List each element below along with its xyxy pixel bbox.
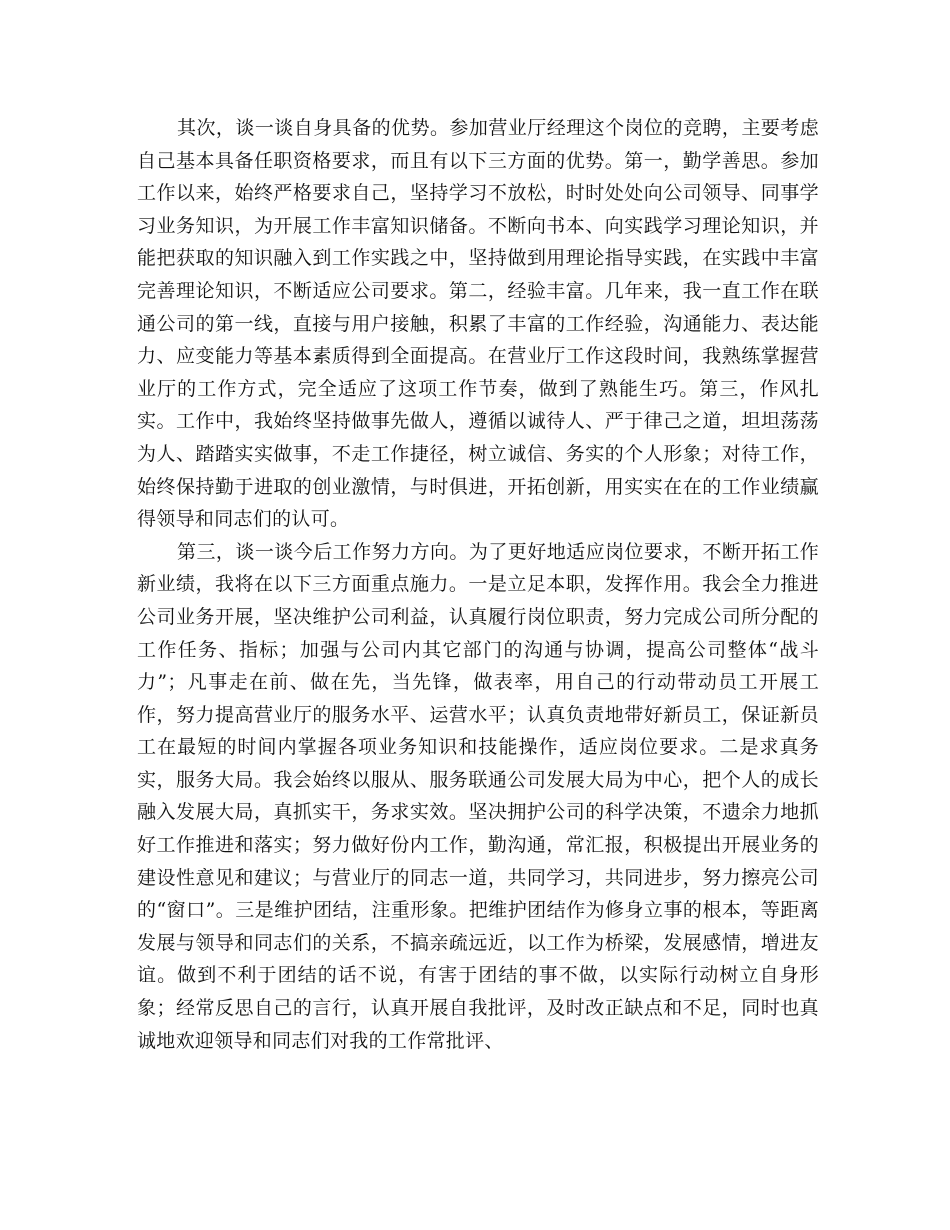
paragraph-strengths: 其次，谈一谈自身具备的优势。参加营业厅经理这个岗位的竞聘，主要考虑自己基本具备任职资格要求，而且有以下三方面的优势。第一，勤学善思。参加工作以来，始终严格要求自己，坚持学习不放松，时时处处向公司领导、同事学习业务知识，为开展工作丰富知识储备。不断向书本、向实践学习理论知识，并能把获取的知识融入到工作实践之中，坚持做到用理论指导实践，在实践中丰富完善理论知识，不断适应公司要求。第二，经验丰富。几年来，我一直工作在联通公司的第一线，直接与用户接触，积累了丰富的工作经验，沟通能力、表达能力、应变能力等基本素质得到全面提高。在营业厅工作这段时间，我熟练掌握营业厅的工作方式，完全适应了这项工作节奏，做到了熟能生巧。第三，作风扎实。工作中，我始终坚持做事先做人，遵循以诚待人、严于律己之道，坦坦荡荡为人、踏踏实实做事，不走工作捷径，树立诚信、务实的个人形象；对待工作，始终保持勤于进取的创业激情，与时俱进，开拓创新，用实实在在的工作业绩赢得领导和同志们的认可。 bbox=[137, 117, 819, 531]
paragraph-future-direction: 第三，谈一谈今后工作努力方向。为了更好地适应岗位要求，不断开拓工作新业绩，我将在以下三方面重点施力。一是立足本职，发挥作用。我会全力推进公司业务开展，坚决维护公司利益，认真履行岗位职责，努力完成公司所分配的工作任务、指标；加强与公司内其它部门的沟通与协调，提高公司整体“战斗力”；凡事走在前、做在先，当先锋，做表率，用自己的行动带动员工开展工作，努力提高营业厅的服务水平、运营水平；认真负责地带好新员工，保证新员工在最短的时间内掌握各项业务知识和技能操作，适应岗位要求。二是求真务实，服务大局。我会始终以服从、服务联通公司发展大局为中心，把个人的成长融入发展大局，真抓实干，务求实效。坚决拥护公司的科学决策，不遗余力地抓好工作推进和落实；努力做好份内工作，勤沟通，常汇报，积极提出开展业务的建设性意见和建议；与营业厅的同志一道，共同学习，共同进步，努力擦亮公司的“窗口”。三是维护团结，注重形象。把维护团结作为修身立事的根本，等距离发展与领导和同志们的关系，不搞亲疏远近，以工作为桥梁，发展感情，增进友谊。做到不利于团结的话不说，有害于团结的事不做，以实际行动树立自身形象；经常反思自己的言行，认真开展自我批评，及时改正缺点和不足，同时也真诚地欢迎领导和同志们对我的工作常批评、 bbox=[137, 540, 819, 1052]
document-body bbox=[137, 112, 819, 1057]
